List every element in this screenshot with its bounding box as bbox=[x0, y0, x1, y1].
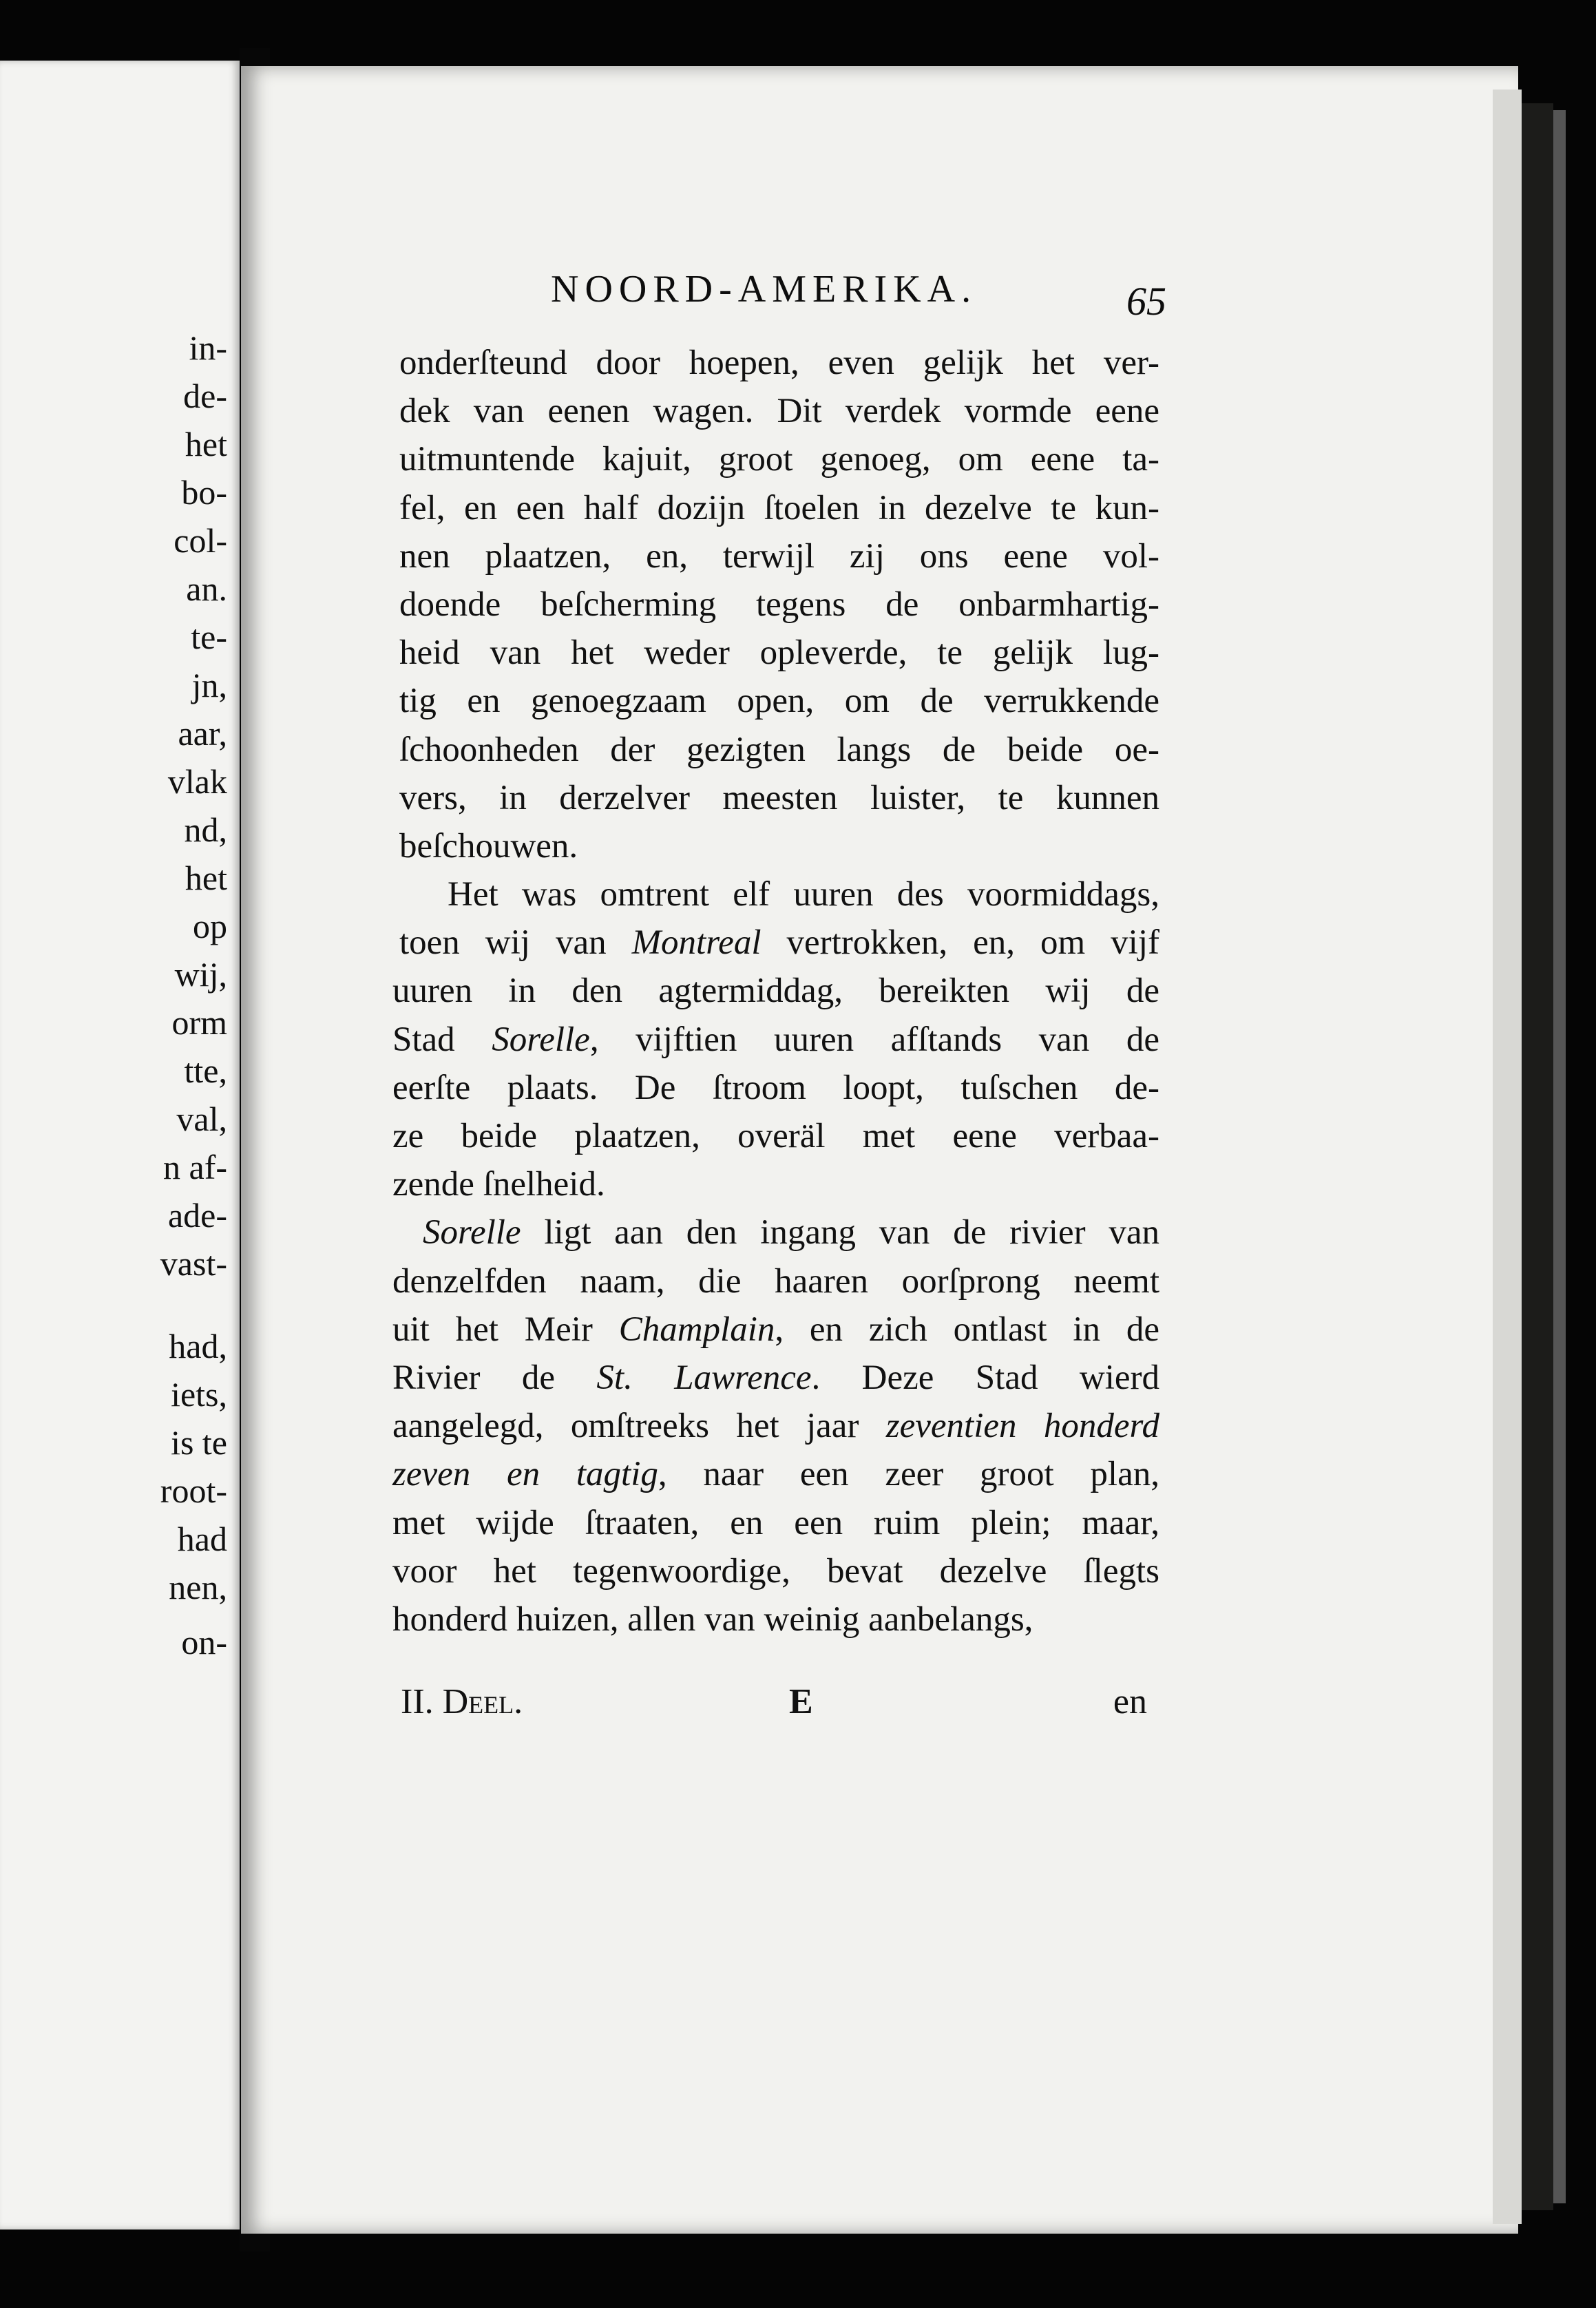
text-run: Stad bbox=[392, 1020, 492, 1059]
text-run: uitmuntende kajuit, groot genoeg, om eene ta- bbox=[399, 440, 1159, 479]
text-run: ſchoonheden der gezigten langs de beide oe- bbox=[399, 730, 1159, 769]
text-run: doende beſcherming tegens de onbarmhartig- bbox=[399, 585, 1159, 624]
text-run: onderſteund door hoepen, even gelijk het ver- bbox=[399, 344, 1159, 382]
text-line bbox=[392, 1064, 1159, 1112]
page-edge bbox=[1493, 90, 1522, 2224]
text-run: fel, en een half dozijn ſtoelen in dezelve te kun- bbox=[399, 488, 1159, 527]
left-page-line-fragment: had, bbox=[169, 1327, 227, 1365]
text-run: , en zich ontlast in de bbox=[775, 1310, 1159, 1349]
left-page-line-fragment: vlak bbox=[167, 762, 227, 801]
left-page-line-fragment: val, bbox=[176, 1100, 227, 1138]
italic-text: St. Lawrence bbox=[596, 1358, 812, 1397]
text-run: Rivier de bbox=[392, 1358, 597, 1397]
text-line bbox=[392, 1595, 1159, 1644]
text-run: denzelfden naam, die haaren oorſprong neemt bbox=[392, 1261, 1159, 1301]
text-line bbox=[392, 967, 1159, 1015]
signature-volume: II. Deel. bbox=[401, 1682, 523, 1721]
page-number: 65 bbox=[1126, 279, 1166, 324]
text-run: Het was omtrent elf uuren des voormiddags, bbox=[448, 875, 1159, 914]
left-page-line-fragment: is te bbox=[171, 1423, 227, 1462]
body-text bbox=[392, 339, 1159, 1644]
text-run: uit het Meir bbox=[392, 1310, 619, 1349]
text-line bbox=[392, 1112, 1159, 1160]
signature-mark: E bbox=[789, 1682, 813, 1721]
text-line bbox=[399, 629, 1159, 677]
text-run: heid van het weder opleverde, te gelijk lug- bbox=[399, 633, 1159, 673]
text-run: nen plaatzen, en, terwijl zij ons eene vol- bbox=[399, 536, 1159, 576]
text-run: honderd huizen, allen van weinig aanbelangs, bbox=[392, 1599, 1033, 1639]
left-page-line-fragment: het bbox=[185, 425, 227, 463]
text-line bbox=[392, 1354, 1159, 1402]
text-run: beſchouwen. bbox=[399, 826, 578, 866]
text-line bbox=[392, 1499, 1159, 1547]
text-line bbox=[392, 1160, 1159, 1208]
italic-text: Montreal bbox=[631, 923, 762, 963]
left-page-line-fragment: an. bbox=[186, 569, 227, 608]
left-page-line-fragment: tte, bbox=[184, 1051, 227, 1090]
left-page-line-fragment: aar, bbox=[178, 714, 227, 753]
previous-page-fragment bbox=[0, 61, 240, 2230]
text-run: , naar een zeer groot plan, bbox=[658, 1455, 1159, 1494]
text-run: voor het tegenwoordige, bevat dezelve ſlegts bbox=[392, 1551, 1159, 1591]
text-line bbox=[399, 726, 1159, 774]
text-line bbox=[399, 677, 1159, 725]
text-line bbox=[399, 870, 1159, 919]
left-page-line-fragment: col- bbox=[174, 521, 227, 560]
italic-text: Sorelle bbox=[492, 1020, 590, 1059]
text-line bbox=[392, 1305, 1159, 1354]
page-footer bbox=[401, 1681, 1147, 1730]
left-page-line-fragment: root- bbox=[160, 1471, 227, 1510]
text-line bbox=[392, 1208, 1159, 1257]
text-line bbox=[399, 580, 1159, 629]
text-line bbox=[392, 1450, 1159, 1498]
text-run: dek van eenen wagen. Dit verdek vormde eene bbox=[399, 392, 1159, 431]
text-line bbox=[392, 1257, 1159, 1305]
left-page-line-fragment: n af- bbox=[163, 1148, 227, 1186]
text-line bbox=[399, 387, 1159, 435]
text-run: aangelegd, omſtreeks het jaar bbox=[392, 1407, 886, 1446]
left-page-line-fragment: jn, bbox=[191, 666, 227, 704]
text-run: vers, in derzelver meesten luister, te kunnen bbox=[399, 778, 1159, 817]
text-run: eerſte plaats. De ſtroom loopt, tuſschen de- bbox=[392, 1068, 1159, 1107]
text-run: ligt aan den ingang van de rivier van bbox=[521, 1213, 1159, 1252]
left-page-line-fragment: nd, bbox=[184, 810, 227, 849]
text-line bbox=[399, 484, 1159, 532]
text-run: vertrokken, en, om vijf bbox=[761, 923, 1159, 963]
text-line bbox=[399, 774, 1159, 822]
page-edge-outer bbox=[1553, 110, 1566, 2203]
left-page-line-fragment: wij, bbox=[174, 955, 227, 994]
italic-text: zeven en tagtig bbox=[392, 1455, 658, 1494]
left-page-line-fragment: het bbox=[185, 859, 227, 897]
italic-text: zeventien honderd bbox=[885, 1407, 1159, 1446]
left-page-line-fragment: on- bbox=[181, 1623, 227, 1661]
text-run: toen wij van bbox=[399, 923, 632, 963]
text-run: ze beide plaatzen, overäl met eene verbaa- bbox=[392, 1117, 1159, 1155]
left-page-line-fragment: te- bbox=[191, 618, 227, 656]
left-page-line-fragment: bo- bbox=[181, 473, 227, 512]
text-run: uuren in den agtermiddag, bereikten wij de bbox=[392, 972, 1159, 1011]
text-line bbox=[399, 339, 1159, 387]
italic-text: Sorelle bbox=[423, 1213, 521, 1252]
left-page-line-fragment: in- bbox=[189, 328, 227, 367]
left-page-line-fragment: orm bbox=[171, 1003, 227, 1042]
text-line bbox=[399, 822, 1159, 870]
catchword: en bbox=[1113, 1682, 1147, 1721]
left-page-line-fragment: vast- bbox=[160, 1244, 227, 1283]
text-run: zende ſnelheid. bbox=[392, 1165, 605, 1204]
left-page-line-fragment: op bbox=[193, 907, 227, 945]
text-line bbox=[392, 1016, 1159, 1064]
text-line bbox=[399, 435, 1159, 483]
text-run: . Deze Stad wierd bbox=[811, 1358, 1159, 1397]
text-line bbox=[392, 1547, 1159, 1595]
left-page-line-fragment: de- bbox=[183, 377, 227, 415]
text-line bbox=[399, 532, 1159, 580]
text-line bbox=[392, 1402, 1159, 1450]
text-line bbox=[399, 919, 1159, 967]
left-page-line-fragment: iets, bbox=[171, 1375, 227, 1414]
text-run: met wijde ſtraaten, en een ruim plein; maar, bbox=[392, 1503, 1159, 1542]
page-edge-shadow bbox=[1522, 103, 1553, 2210]
left-page-line-fragment: nen, bbox=[169, 1568, 227, 1606]
left-page-line-fragment: had bbox=[177, 1520, 227, 1558]
italic-text: Champlain bbox=[618, 1310, 775, 1349]
left-page-line-fragment: ade- bbox=[167, 1196, 227, 1235]
text-run: tig en genoegzaam open, om de verrukkende bbox=[399, 682, 1159, 721]
text-run: , vijftien uuren afſtands van de bbox=[589, 1020, 1159, 1059]
running-head: NOORD-AMERIKA. bbox=[551, 268, 978, 311]
